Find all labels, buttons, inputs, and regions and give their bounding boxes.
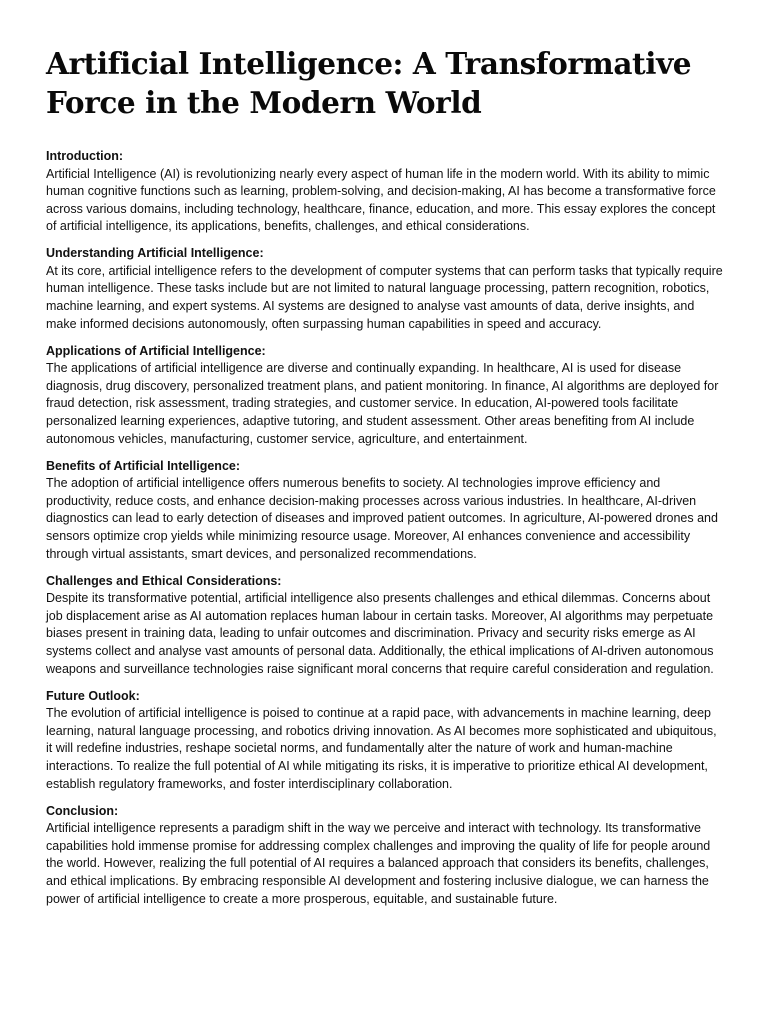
section-applications [46, 343, 726, 448]
section-body: Artificial Intelligence (AI) is revolutionizing nearly every aspect of human life in the modern world. With its ability to mimic human cognitive functions such as learning, problem-solving, and decision-making, AI has become a transformative force across various domains, including technology, healthcare, finance, education, and more. This essay explores the concept of artificial intelligence, its applications, benefits, challenges, and ethical considerations. [46, 166, 716, 234]
document-title: Artificial Intelligence: A Transformative Force in the Modern World [46, 46, 692, 120]
section-introduction [46, 148, 726, 236]
section-body: The applications of artificial intelligence are diverse and continually expanding. In healthcare, AI is used for disease diagnosis, drug discovery, personalized treatment plans, and patient monitoring. In finance, AI algorithms are deployed for fraud detection, risk assessment, trading strategies, and customer service. In education, AI-powered tools facilitate personalized learning experiences, adaptive tutoring, and student assessment. Other areas benefiting from AI include autonomous vehicles, manufacturing, customer service, agriculture, and entertainment. [46, 361, 719, 446]
section-heading: Future Outlook: [46, 688, 140, 703]
section-benefits [46, 458, 726, 563]
section-heading: Introduction: [46, 149, 124, 163]
section-body: At its core, artificial intelligence refers to the development of computer systems that can perform tasks that typically require human intelligence. These tasks include but are not limited to natural language processing, pattern recognition, robotics, machine learning, and expert systems. AI systems are designed to analyse vast amounts of data, derive insights, and make informed decisions autonomously, often surpassing human capabilities in speed and accuracy. [46, 263, 723, 331]
section-understanding-ai [46, 245, 726, 333]
section-heading: Conclusion: [46, 803, 119, 818]
section-body: The adoption of artificial intelligence offers numerous benefits to society. AI technologies improve efficiency and productivity, reduce costs, and enhance decision-making processes across various industries. In healthcare, AI-driven diagnostics can lead to early detection of diseases and improved patient outcomes. In agriculture, AI-powered drones and sensors optimize crop yields while minimizing resource usage. Moreover, AI enhances convenience and accessibility through virtual assistants, smart devices, and personalized recommendations. [46, 476, 718, 561]
section-future-outlook [46, 688, 726, 793]
section-challenges [46, 573, 726, 678]
section-body: Despite its transformative potential, artificial intelligence also presents challenges and ethical dilemmas. Concerns about job displacement arise as AI automation replaces human labour in certain tasks. Moreover, AI algorithms may perpetuate biases present in training data, leading to unfair outcomes and discrimination. Privacy and security risks emerge as AI systems collect and analyse vast amounts of personal data. Additionally, the ethical implications of AI-driven autonomous weapons and surveillance technologies raise significant moral concerns that require careful consideration and regulation. [46, 591, 714, 676]
document-page [46, 44, 726, 918]
section-heading: Applications of Artificial Intelligence: [46, 343, 266, 358]
section-conclusion [46, 803, 726, 908]
section-heading: Understanding Artificial Intelligence: [46, 246, 264, 261]
section-body: The evolution of artificial intelligence is poised to continue at a rapid pace, with advancements in machine learning, deep learning, natural language processing, and robotics driving innovation. As AI becomes more sophisticated and ubiquitous, it will redefine industries, reshape societal norms, and fundamentally alter the nature of work and human-machine interactions. To realize the full potential of AI while mitigating its risks, it is imperative to prioritize ethical AI development, establish regulatory frameworks, and foster interdisciplinary collaboration. [46, 706, 717, 791]
section-body: Artificial intelligence represents a paradigm shift in the way we perceive and interact with technology. Its transformative capabilities hold immense promise for addressing complex challenges and improving the quality of life for people around the world. However, realizing the full potential of AI requires a balanced approach that considers its benefits, challenges, and ethical implications. By embracing responsible AI development and fostering inclusive dialogue, we can harness the power of artificial intelligence to create a more prosperous, equitable, and sustainable future. [46, 821, 711, 906]
section-heading: Challenges and Ethical Considerations: [46, 573, 282, 588]
section-heading: Benefits of Artificial Intelligence: [46, 458, 241, 473]
